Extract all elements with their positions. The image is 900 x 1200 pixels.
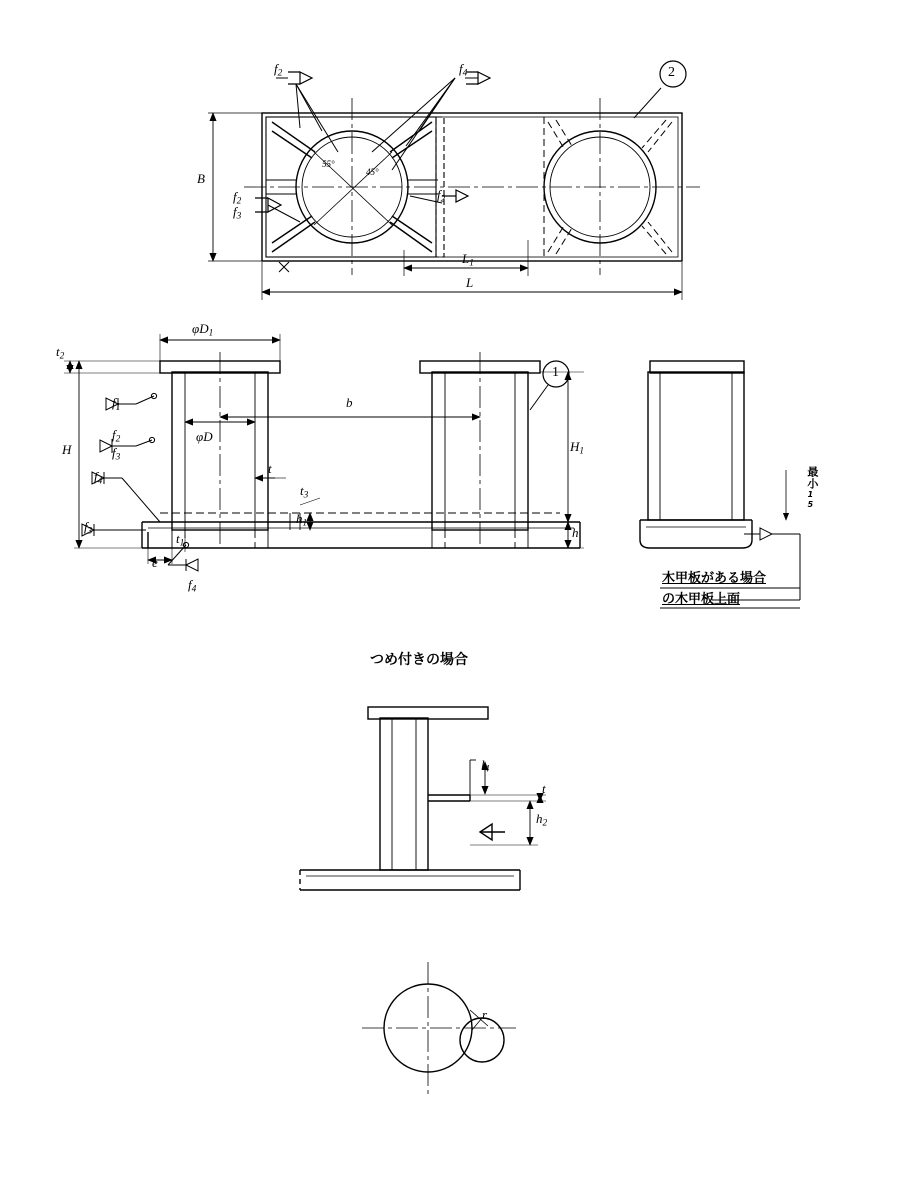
label-elev-f3a: $f_3$ [112,445,121,463]
label-plan-f2-top: $f_2$ [274,61,283,79]
label-elev-h: h [572,525,579,540]
label-plan-f4-top: $f_4$ [459,61,468,79]
label-claw-plan-r: r [482,1007,488,1022]
label-elev-f1: $f_1$ [112,395,121,413]
label-plan-f2-left: $f_2$ [233,189,242,207]
label-balloon-2: 2 [668,65,675,80]
label-elev-t: t [268,461,272,476]
label-plan-f2-mid: $f_2$ [437,187,446,205]
label-balloon-1: 1 [552,365,559,380]
note-minimum-15: 最小$_{15}$ [805,466,819,510]
label-angle-55: 55° [322,159,335,169]
label-claw-t: t [542,781,546,796]
label-elev-f3b: $f_3$ [84,519,93,537]
label-elev-h1: $h_1$ [296,511,308,529]
claw-detail-title: つめ付きの場合 [370,652,468,668]
label-elev-f2: $f_2$ [112,427,121,445]
elevation-weld-leaders [82,385,548,571]
plan-view [244,98,700,275]
label-elev-t1: $t_1$ [176,531,185,549]
label-elev-H1: $H_1$ [570,439,585,457]
label-elev-t3: $t_3$ [300,483,309,501]
label-plan-L1: $L_1$ [462,251,474,269]
label-elev-t2: $t_2$ [56,344,65,362]
label-plan-B: B [197,171,205,186]
label-elev-f4b: $f_4$ [188,577,197,595]
note-wood-deck-line1: 木甲板がある場合 [662,571,767,586]
label-elev-phiD1: $\varphi D_1$ [192,321,214,339]
label-claw-h2: $h_2$ [536,811,548,829]
label-elev-e: e [152,555,158,570]
plan-weld-symbols [255,72,490,212]
label-elev-H: H [62,442,72,457]
label-elev-phiD: φD [196,429,213,444]
label-angle-45: 45° [366,167,379,177]
side-view-weld-and-note [660,470,800,608]
label-plan-L: L [466,275,474,290]
claw-detail-view [300,707,520,890]
claw-plan-view [362,962,516,1096]
label-plan-f3-left: $f_3$ [233,204,242,222]
side-view [640,361,752,548]
label-claw-l4: $l_4$ [481,757,490,775]
label-elev-b: b [346,395,353,410]
label-elev-f4a: $f_4$ [94,469,103,487]
note-wood-deck-line2: の木甲板上面 [662,592,741,607]
elevation-view [142,352,580,548]
